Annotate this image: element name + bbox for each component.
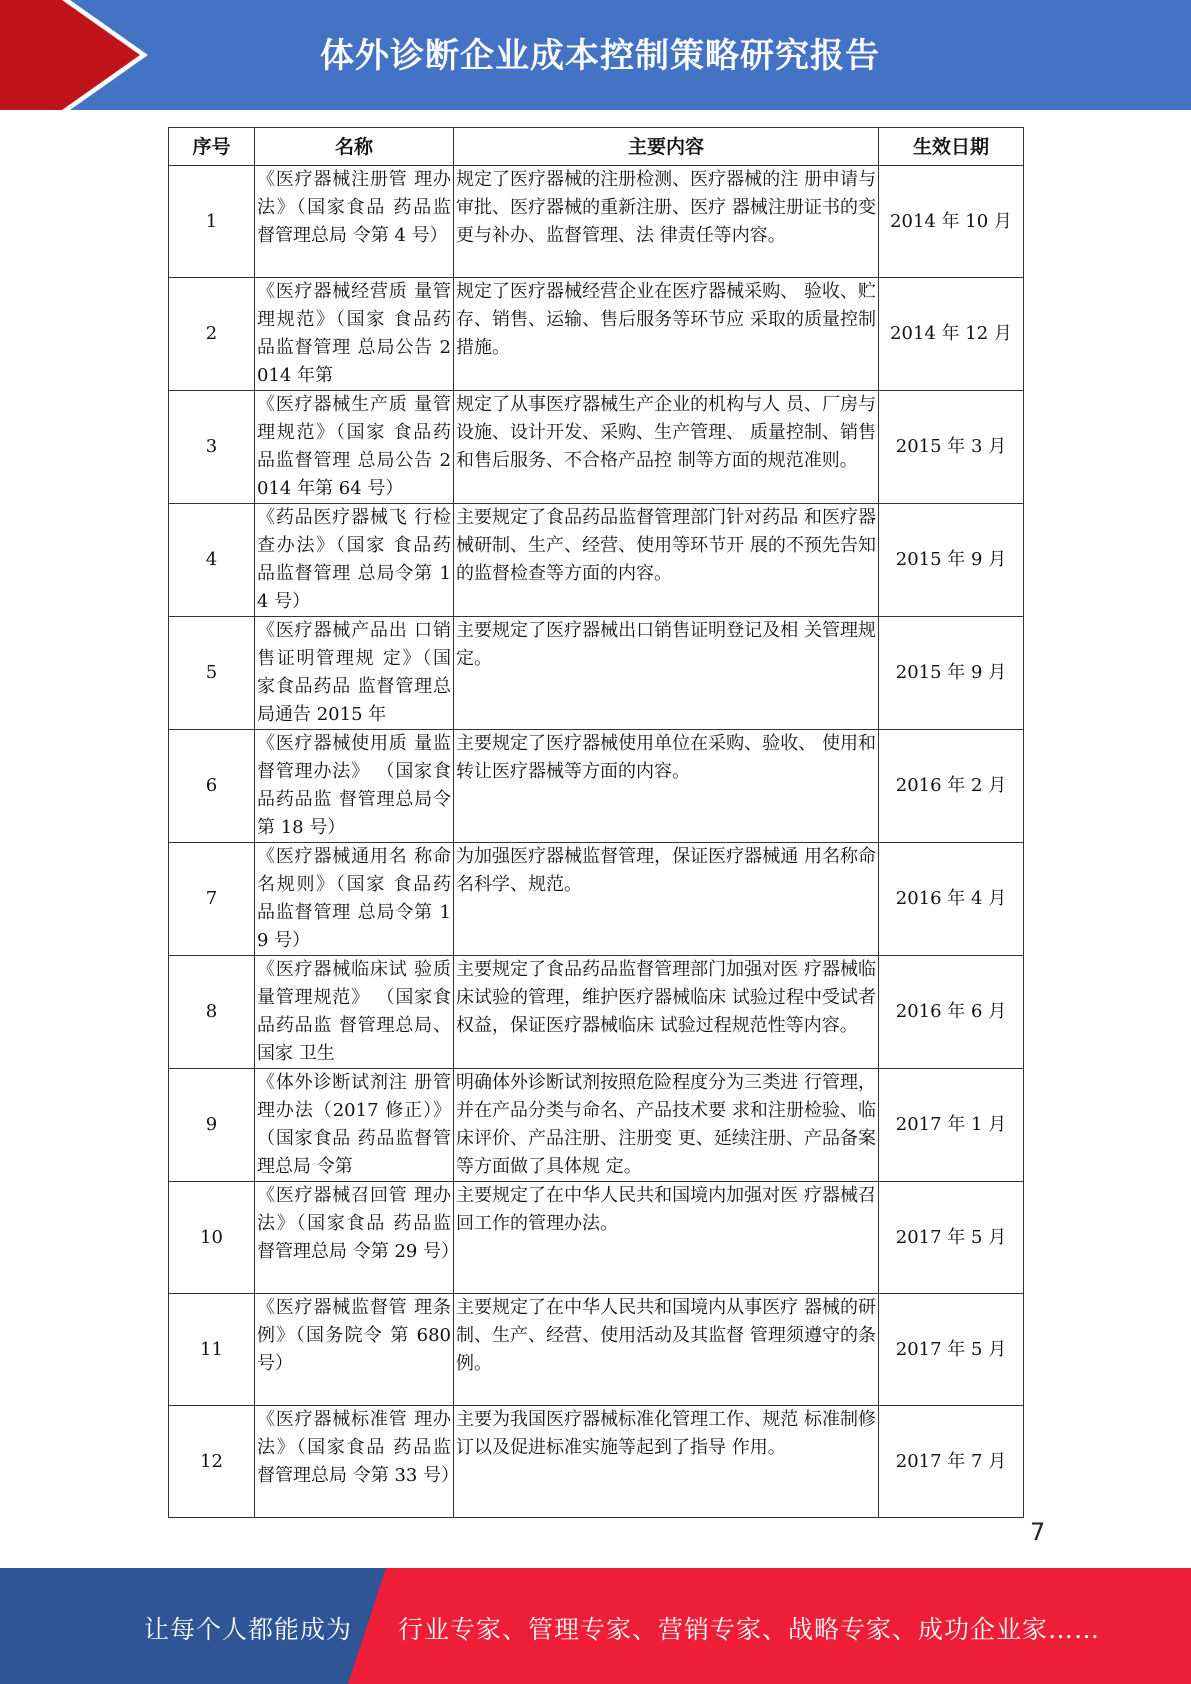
regulation-content: 主要规定了在中华人民共和国境内从事医疗 器械的研制、生产、经营、使用活动及其监督 管理须遵守的条例。 xyxy=(454,1294,879,1406)
regulation-content: 规定了医疗器械的注册检测、医疗器械的注 册申请与审批、医疗器械的重新注册、医疗 器械注册证书的变更与补办、监督管理、法 律责任等内容。 xyxy=(454,166,879,278)
regulation-name: 《医疗器械监督管 理条例》（国务院令 第 680 号） xyxy=(255,1294,454,1406)
row-number: 7 xyxy=(169,843,255,956)
effective-date: 2016 年 2 月 xyxy=(879,730,1024,843)
regulation-content: 主要规定了医疗器械出口销售证明登记及相 关管理规定。 xyxy=(454,617,879,730)
regulation-content: 主要为我国医疗器械标准化管理工作、规范 标准制修订以及促进标准实施等起到了指导 作用。 xyxy=(454,1406,879,1518)
regulation-name: 《医疗器械生产质 量管理规范》（国家 食品药品监督管理 总局公告 2014 年第 64 号） xyxy=(255,391,454,504)
row-number: 1 xyxy=(169,166,255,278)
effective-date: 2015 年 3 月 xyxy=(879,391,1024,504)
table-row xyxy=(169,504,1024,617)
effective-date: 2017 年 7 月 xyxy=(879,1406,1024,1518)
page-number: 7 xyxy=(1030,1518,1046,1546)
row-number: 3 xyxy=(169,391,255,504)
regulation-content: 主要规定了在中华人民共和国境内加强对医 疗器械召回工作的管理办法。 xyxy=(454,1182,879,1294)
row-number: 2 xyxy=(169,278,255,391)
effective-date: 2016 年 6 月 xyxy=(879,956,1024,1069)
row-number: 6 xyxy=(169,730,255,843)
effective-date: 2015 年 9 月 xyxy=(879,504,1024,617)
table-row xyxy=(169,278,1024,391)
table-row xyxy=(169,730,1024,843)
row-number: 4 xyxy=(169,504,255,617)
row-number: 9 xyxy=(169,1069,255,1182)
regulation-name: 《医疗器械标准管 理办法》（国家食品 药品监督管理总局 令第 33 号） xyxy=(255,1406,454,1518)
table-row xyxy=(169,956,1024,1069)
regulation-content: 主要规定了医疗器械使用单位在采购、验收、 使用和转让医疗器械等方面的内容。 xyxy=(454,730,879,843)
effective-date: 2017 年 5 月 xyxy=(879,1294,1024,1406)
regulation-content: 明确体外诊断试剂按照危险程度分为三类进 行管理，并在产品分类与命名、产品技术要 求和注册检验、临床评价、产品注册、注册变 更、延续注册、产品备案等方面做了具体规 定。 xyxy=(454,1069,879,1182)
table-row xyxy=(169,1069,1024,1182)
table-row xyxy=(169,1182,1024,1294)
column-header-date: 生效日期 xyxy=(879,128,1024,166)
header-arrow-icon xyxy=(0,0,160,110)
table-row xyxy=(169,1294,1024,1406)
regulation-name: 《体外诊断试剂注 册管理办法（2017 修正）》（国家食品 药品监督管理总局 令第 xyxy=(255,1069,454,1182)
regulation-name: 《医疗器械召回管 理办法》（国家食品 药品监督管理总局 令第 29 号） xyxy=(255,1182,454,1294)
regulation-content: 规定了医疗器械经营企业在医疗器械采购、 验收、贮存、销售、运输、售后服务等环节应 采取的质量控制措施。 xyxy=(454,278,879,391)
regulation-name: 《医疗器械使用质 量监督管理办法》 （国家食品药品监 督管理总局令第 18 号） xyxy=(255,730,454,843)
row-number: 5 xyxy=(169,617,255,730)
column-header-no: 序号 xyxy=(169,128,255,166)
table-row xyxy=(169,166,1024,278)
row-number: 10 xyxy=(169,1182,255,1294)
effective-date: 2017 年 1 月 xyxy=(879,1069,1024,1182)
regulation-content: 规定了从事医疗器械生产企业的机构与人 员、厂房与设施、设计开发、采购、生产管理、 质量控制、销售和售后服务、不合格产品控 制等方面的规范准则。 xyxy=(454,391,879,504)
effective-date: 2014 年 10 月 xyxy=(879,166,1024,278)
footer-slogan-right: 行业专家、管理专家、营销专家、战略专家、成功企业家…… xyxy=(398,1615,1101,1644)
table-row xyxy=(169,1406,1024,1518)
regulation-content: 主要规定了食品药品监督管理部门针对药品 和医疗器械研制、生产、经营、使用等环节开 展的不预先告知的监督检查等方面的内容。 xyxy=(454,504,879,617)
report-title: 体外诊断企业成本控制策略研究报告 xyxy=(320,36,880,76)
table-row xyxy=(169,843,1024,956)
footer-slogan-left: 让每个人都能成为 xyxy=(144,1615,353,1644)
regulation-name: 《医疗器械产品出 口销售证明管理规 定》（国家食品药品 监督管理总局通告 2015 年 xyxy=(255,617,454,730)
table-header-row xyxy=(169,128,1024,166)
effective-date: 2014 年 12 月 xyxy=(879,278,1024,391)
effective-date: 2015 年 9 月 xyxy=(879,617,1024,730)
regulations-table xyxy=(168,127,1024,1518)
regulation-name: 《药品医疗器械飞 行检查办法》（国家 食品药品监督管理 总局令第 14 号） xyxy=(255,504,454,617)
regulation-name: 《医疗器械经营质 量管理规范》（国家 食品药品监督管理 总局公告 2014 年第 xyxy=(255,278,454,391)
table-row xyxy=(169,617,1024,730)
regulation-content: 主要规定了食品药品监督管理部门加强对医 疗器械临床试验的管理，维护医疗器械临床 试验过程中受试者权益，保证医疗器械临床 试验过程规范性等内容。 xyxy=(454,956,879,1069)
regulation-name: 《医疗器械注册管 理办法》（国家食品 药品监督管理总局 令第 4 号） xyxy=(255,166,454,278)
column-header-name: 名称 xyxy=(255,128,454,166)
regulation-content: 为加强医疗器械监督管理，保证医疗器械通 用名称命名科学、规范。 xyxy=(454,843,879,956)
column-header-content: 主要内容 xyxy=(454,128,879,166)
regulation-name: 《医疗器械临床试 验质量管理规范》 （国家食品药品监 督管理总局、国家 卫生 xyxy=(255,956,454,1069)
table-row xyxy=(169,391,1024,504)
page-footer xyxy=(0,1568,1191,1684)
effective-date: 2017 年 5 月 xyxy=(879,1182,1024,1294)
row-number: 12 xyxy=(169,1406,255,1518)
row-number: 11 xyxy=(169,1294,255,1406)
regulation-name: 《医疗器械通用名 称命名规则》（国家 食品药品监督管理 总局令第 19 号） xyxy=(255,843,454,956)
effective-date: 2016 年 4 月 xyxy=(879,843,1024,956)
page-header xyxy=(0,0,1191,110)
row-number: 8 xyxy=(169,956,255,1069)
